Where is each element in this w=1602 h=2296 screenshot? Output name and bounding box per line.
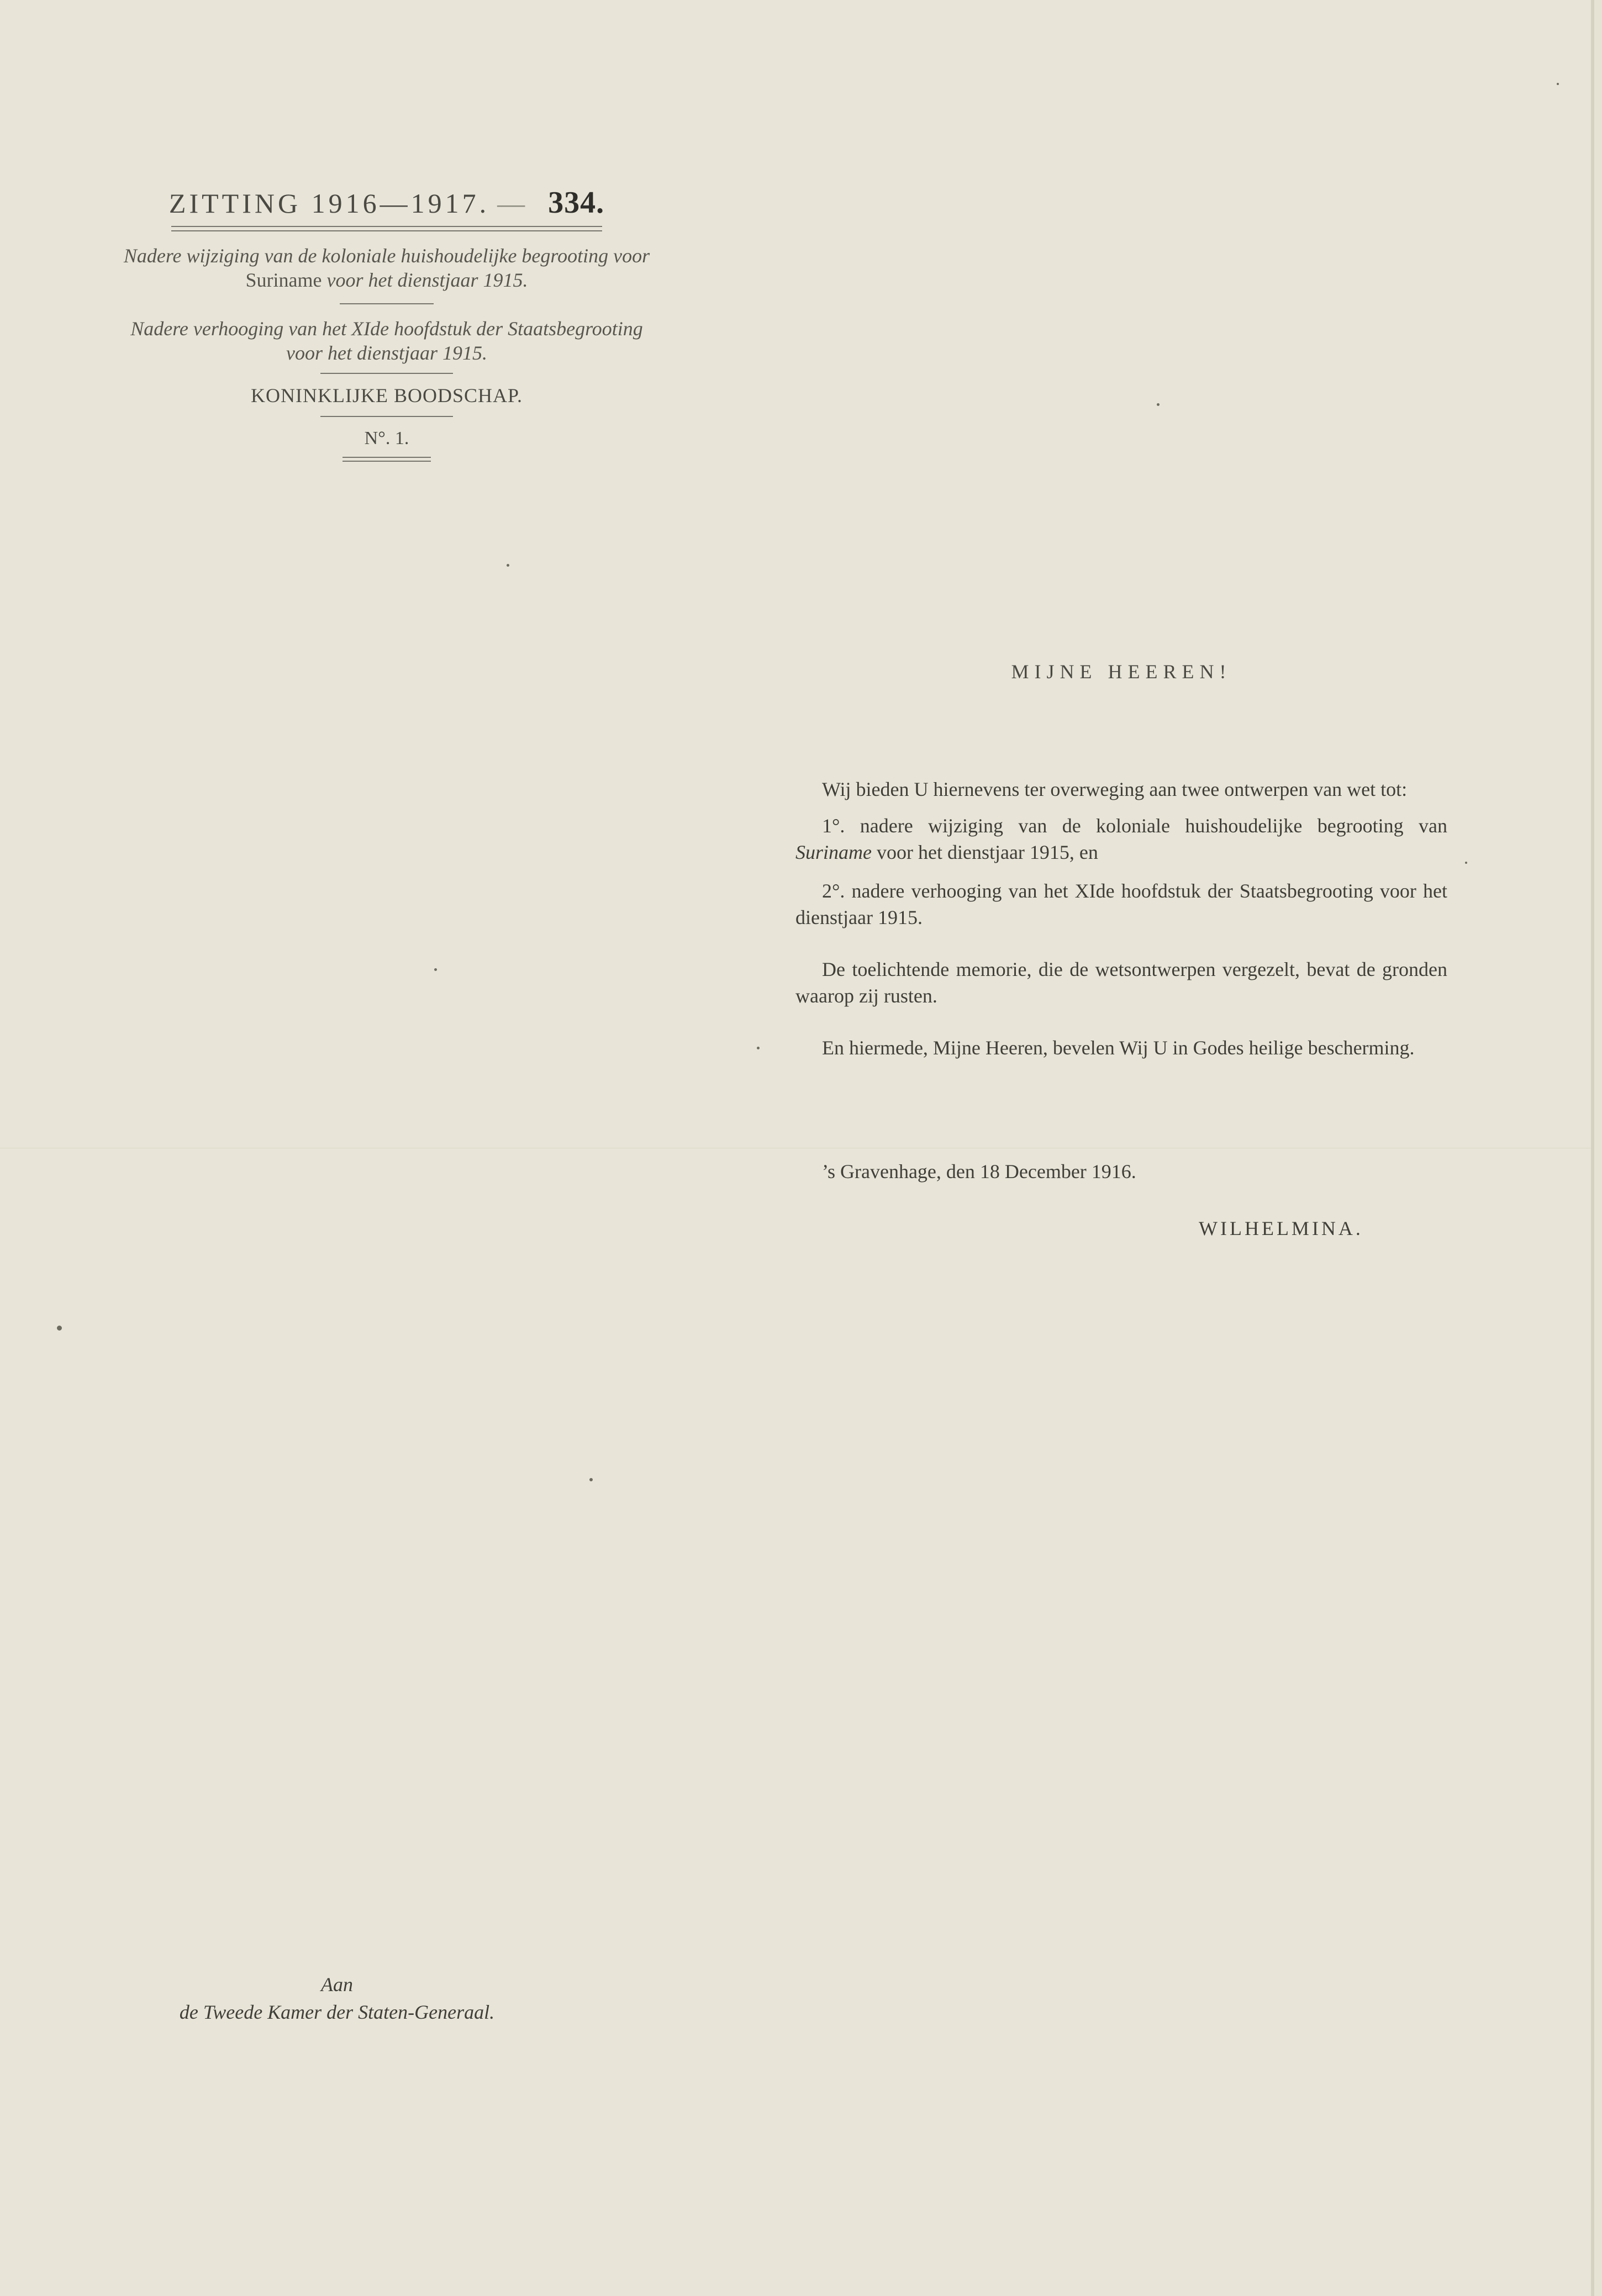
document-type: KONINKLIJKE BOODSCHAP. <box>250 384 523 407</box>
paper-speck <box>589 1478 593 1481</box>
paper-speck <box>1157 403 1160 406</box>
subject-1 <box>110 244 663 292</box>
paragraph-closing: En hiermede, Mijne Heeren, bevelen Wij U in Godes heilige bescherming. <box>822 1037 1415 1059</box>
end-rule <box>342 457 431 458</box>
title-dash: — <box>497 188 529 219</box>
session-label: ZITTING 1916—1917. <box>168 188 490 219</box>
subject-2 <box>110 316 663 365</box>
paper-speck <box>1465 862 1467 864</box>
paper-speck <box>507 564 509 567</box>
header-rule <box>171 230 602 231</box>
document-number: 334. <box>548 186 605 220</box>
paper-speck <box>757 1047 760 1049</box>
list-item-2: 2°. nadere verhooging van het XIde hoofdstuk der Staatsbegrooting voor het dienstjaar 1915. <box>795 880 1447 928</box>
session-title <box>110 185 663 220</box>
letter-body <box>795 776 1447 1061</box>
document-sequence-number: N°. 1. <box>364 428 409 448</box>
fold-line <box>0 1148 1591 1149</box>
subject-rule <box>340 303 434 304</box>
type-rule <box>320 416 453 417</box>
list-item-1-after: voor het dienstjaar 1915, en <box>877 841 1098 863</box>
paragraph-intro: Wij bieden U hiernevens ter overweging aan twee ontwerpen van wet tot: <box>822 778 1408 800</box>
paper-speck <box>434 968 437 971</box>
place-date: ’s Gravenhage, den 18 December 1916. <box>822 1160 1136 1183</box>
subject-1-roman: Suriname <box>245 269 322 291</box>
paragraph-memorie: De toelichtende memorie, die de wetsontwerpen vergezelt, bevat de gronden waarop zij rusten. <box>795 958 1447 1007</box>
subject-2-text: Nadere verhooging van het XIde hoofdstuk der Staatsbegrooting voor het dienstjaar 1915. <box>130 318 643 364</box>
header-rule <box>171 226 602 227</box>
list-item-1-before: 1°. nadere wijziging van de koloniale huishoudelijke begrooting van <box>822 815 1447 837</box>
subject-rule <box>320 373 453 374</box>
signature: WILHELMINA. <box>1199 1217 1363 1239</box>
list-item-1 <box>795 812 1447 865</box>
paper-speck <box>1557 83 1559 85</box>
document-header <box>110 185 663 462</box>
addressee-line-2: de Tweede Kamer der Staten-Generaal. <box>179 2001 495 2023</box>
end-rule <box>342 461 431 462</box>
salutation: MIJNE HEEREN! <box>1011 661 1232 683</box>
paper-speck <box>57 1326 62 1331</box>
subject-1-after: voor het dienstjaar 1915. <box>326 269 528 291</box>
list-item-1-italic: Suriname <box>795 841 872 863</box>
addressee-line-1: Aan <box>321 1973 353 1996</box>
subject-1-before: Nadere wijziging van de koloniale huishoudelijke begrooting voor <box>123 245 650 267</box>
addressee <box>110 1971 563 2026</box>
